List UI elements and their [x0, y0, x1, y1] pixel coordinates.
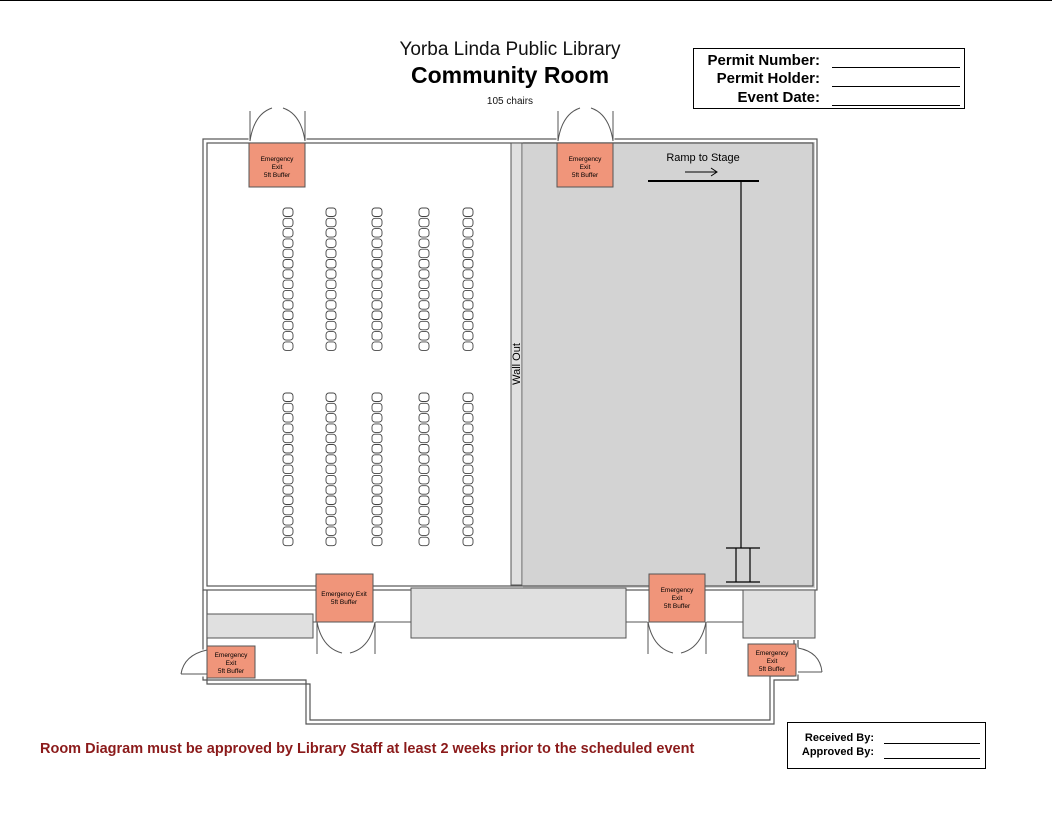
chair	[419, 290, 429, 299]
chair	[326, 208, 336, 217]
exit-label: Emergency	[568, 156, 602, 163]
chair	[283, 321, 293, 330]
exit-label: 5ft Buffer	[217, 668, 245, 675]
chair	[419, 332, 429, 341]
door-bottom-right	[648, 620, 706, 654]
chair	[419, 208, 429, 217]
chair	[326, 527, 336, 536]
chair	[326, 445, 336, 454]
chair	[372, 475, 382, 484]
chair	[372, 424, 382, 433]
chair	[326, 517, 336, 526]
chair	[419, 311, 429, 320]
chair	[283, 208, 293, 217]
chair	[283, 527, 293, 536]
emergency-exit-bottom-right	[649, 574, 705, 622]
chair	[372, 486, 382, 495]
chair	[372, 414, 382, 423]
chair	[326, 496, 336, 505]
exit-label: 5ft Buffer	[263, 172, 291, 179]
chair	[463, 424, 473, 433]
stage-area	[523, 142, 815, 588]
chair	[419, 321, 429, 330]
chair	[419, 229, 429, 238]
chair	[419, 218, 429, 227]
chair	[283, 239, 293, 248]
chair	[419, 506, 429, 515]
chair	[283, 424, 293, 433]
chair	[283, 506, 293, 515]
exit-label: Emergency	[260, 156, 294, 163]
chair	[372, 290, 382, 299]
storage-right	[743, 590, 815, 638]
chair	[463, 280, 473, 289]
chair	[326, 290, 336, 299]
chair	[326, 424, 336, 433]
exit-label: 5ft Buffer	[571, 172, 599, 179]
chair	[372, 506, 382, 515]
chair	[283, 486, 293, 495]
chair	[419, 465, 429, 474]
exit-label: Emergency Exit	[321, 591, 367, 598]
chair	[463, 486, 473, 495]
approved-by-label: Approved By:	[801, 746, 874, 758]
exit-label: Exit	[579, 164, 591, 171]
chair	[283, 393, 293, 402]
chair	[372, 496, 382, 505]
chair	[283, 218, 293, 227]
chair	[326, 455, 336, 464]
chair	[326, 403, 336, 412]
chair	[463, 393, 473, 402]
exit-label: Exit	[271, 164, 283, 171]
chair	[326, 301, 336, 310]
received-by-label: Received By:	[804, 732, 874, 744]
chair	[283, 249, 293, 258]
chair	[419, 301, 429, 310]
exit-label: Emergency	[660, 587, 694, 594]
chair	[419, 486, 429, 495]
chair	[372, 455, 382, 464]
counter-left	[207, 614, 313, 638]
permit-holder-label: Permit Holder:	[716, 70, 820, 87]
chair	[326, 475, 336, 484]
emergency-exit-top-left	[249, 143, 305, 187]
chair	[283, 414, 293, 423]
chair	[326, 332, 336, 341]
chair	[372, 537, 382, 546]
chair	[372, 218, 382, 227]
chair	[326, 321, 336, 330]
door-side-left	[180, 650, 208, 676]
chair	[419, 445, 429, 454]
chair	[463, 414, 473, 423]
chair-count: 105 chairs	[486, 96, 534, 107]
chair	[463, 403, 473, 412]
chair	[463, 496, 473, 505]
emergency-exit-top-middle	[557, 143, 613, 187]
chair	[283, 280, 293, 289]
chair	[326, 465, 336, 474]
chair	[283, 342, 293, 351]
exit-label: 5ft Buffer	[663, 603, 691, 610]
approval-notice: Room Diagram must be approved by Library Staff at least 2 weeks prior to the scheduled event	[40, 741, 695, 757]
emergency-exit-side-left	[207, 646, 255, 678]
chair	[463, 290, 473, 299]
chair	[419, 527, 429, 536]
chair	[463, 342, 473, 351]
exit-label: Exit	[225, 660, 237, 667]
chair	[326, 434, 336, 443]
permit-number-label: Permit Number:	[707, 52, 820, 69]
approved-by-field[interactable]	[884, 758, 980, 759]
chair	[372, 208, 382, 217]
chair	[372, 434, 382, 443]
wall-out-label: Wall Out	[511, 343, 523, 385]
chair	[463, 506, 473, 515]
exit-label: 5ft Buffer	[330, 599, 358, 606]
emergency-exit-side-right	[748, 644, 796, 676]
chair	[463, 218, 473, 227]
chair	[419, 342, 429, 351]
chair	[419, 424, 429, 433]
exit-label: Emergency	[214, 652, 248, 659]
chair	[372, 403, 382, 412]
chair	[463, 537, 473, 546]
chair	[372, 239, 382, 248]
exit-label: Exit	[766, 658, 778, 665]
chair	[463, 229, 473, 238]
chair	[326, 537, 336, 546]
chair	[283, 465, 293, 474]
chair	[372, 527, 382, 536]
chair	[283, 311, 293, 320]
chair	[419, 434, 429, 443]
chair	[326, 239, 336, 248]
chair	[326, 270, 336, 279]
chair	[372, 332, 382, 341]
chair	[463, 527, 473, 536]
door-bottom-left	[317, 620, 375, 654]
ramp-label: Ramp to Stage	[666, 152, 740, 164]
chair	[419, 270, 429, 279]
chair	[326, 280, 336, 289]
chair	[372, 311, 382, 320]
chair	[419, 496, 429, 505]
chair	[372, 342, 382, 351]
chair	[326, 260, 336, 269]
chair	[283, 517, 293, 526]
chair	[326, 218, 336, 227]
chair	[419, 260, 429, 269]
received-by-field[interactable]	[884, 743, 980, 744]
door-top-left	[249, 108, 306, 141]
chair	[419, 455, 429, 464]
chair	[463, 517, 473, 526]
exit-label: Exit	[671, 595, 683, 602]
chair	[326, 393, 336, 402]
chair-layout	[283, 208, 473, 546]
chair	[283, 475, 293, 484]
event-date-label: Event Date:	[737, 89, 820, 106]
chair	[372, 465, 382, 474]
storage-center	[411, 588, 626, 638]
library-name: Yorba Linda Public Library	[399, 39, 621, 60]
chair	[283, 260, 293, 269]
chair	[419, 414, 429, 423]
chair	[283, 455, 293, 464]
chair	[419, 475, 429, 484]
chair	[372, 229, 382, 238]
chair	[283, 496, 293, 505]
chair	[463, 239, 473, 248]
exit-label: 5ft Buffer	[758, 666, 786, 673]
chair	[326, 229, 336, 238]
chair	[326, 311, 336, 320]
chair	[326, 249, 336, 258]
chair	[463, 475, 473, 484]
chair	[463, 434, 473, 443]
chair	[463, 311, 473, 320]
chair	[372, 260, 382, 269]
chair	[372, 270, 382, 279]
chair	[283, 445, 293, 454]
chair	[419, 249, 429, 258]
chair	[463, 270, 473, 279]
door-side-right	[796, 648, 822, 674]
chair	[326, 486, 336, 495]
emergency-exit-bottom-left	[316, 574, 373, 622]
chair	[283, 434, 293, 443]
door-top-middle	[557, 108, 614, 141]
chair	[463, 208, 473, 217]
chair	[372, 249, 382, 258]
chair	[463, 260, 473, 269]
chair	[283, 270, 293, 279]
chair	[463, 455, 473, 464]
chair	[326, 506, 336, 515]
chair	[326, 414, 336, 423]
chair	[419, 517, 429, 526]
chair	[463, 301, 473, 310]
chair	[283, 403, 293, 412]
chair	[463, 249, 473, 258]
chair	[372, 301, 382, 310]
chair	[372, 445, 382, 454]
chair	[419, 393, 429, 402]
chair	[283, 332, 293, 341]
chair	[463, 332, 473, 341]
chair	[283, 537, 293, 546]
chair	[463, 321, 473, 330]
approval-box	[787, 722, 986, 769]
exit-label: Emergency	[755, 650, 789, 657]
chair	[372, 280, 382, 289]
room-title: Community Room	[410, 62, 610, 88]
chair	[419, 239, 429, 248]
chair	[372, 517, 382, 526]
chair	[372, 393, 382, 402]
chair	[283, 290, 293, 299]
chair	[463, 445, 473, 454]
chair	[372, 321, 382, 330]
chair	[326, 342, 336, 351]
chair	[283, 229, 293, 238]
chair	[419, 403, 429, 412]
chair	[419, 537, 429, 546]
chair	[419, 280, 429, 289]
chair	[463, 465, 473, 474]
chair	[283, 301, 293, 310]
